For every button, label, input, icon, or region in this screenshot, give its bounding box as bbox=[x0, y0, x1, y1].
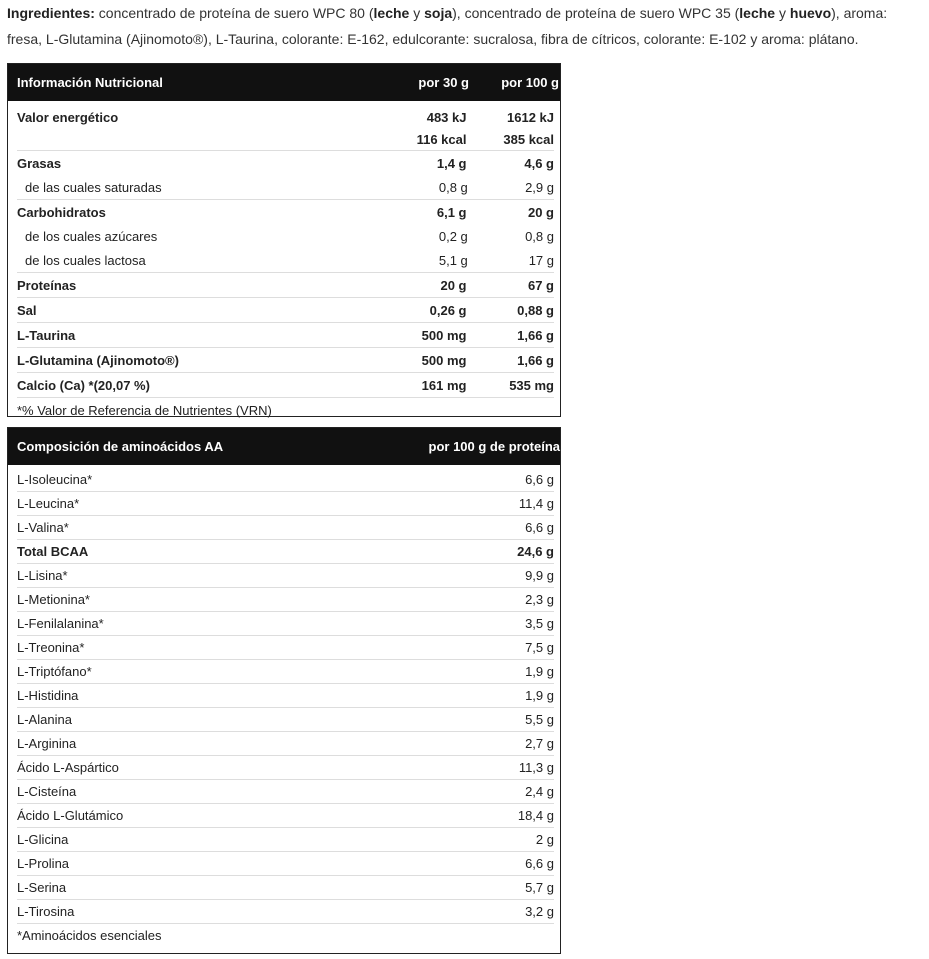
amino-acid-value: 6,6 g bbox=[525, 472, 554, 487]
nutrient-name: L-Glutamina (Ajinomoto®) bbox=[17, 352, 179, 368]
table-row bbox=[17, 106, 554, 128]
value-per-100g: 385 kcal bbox=[503, 131, 554, 147]
amino-acid-name: L-Arginina bbox=[17, 736, 77, 751]
table-row bbox=[17, 323, 554, 348]
nutrient-name: Sal bbox=[17, 302, 37, 318]
value-per-30g: 1,4 g bbox=[436, 155, 467, 171]
ingredients-text: ), aroma: fresa, L-Glutamina (Ajinomoto®), L-Taurina, colorante: E-162, edulcorante: sucralosa, fibra de cítricos, colorante: E-102 y aroma: plátano. bbox=[7, 5, 888, 47]
table-row bbox=[17, 804, 554, 828]
amino-acid-name: L-Glicina bbox=[17, 832, 69, 847]
amino-acid-value: 2 g bbox=[535, 832, 554, 847]
nutrient-name: Carbohidratos bbox=[17, 204, 106, 220]
amino-acid-value: 7,5 g bbox=[525, 640, 554, 655]
table-row bbox=[17, 468, 554, 492]
value-per-100g: 0,88 g bbox=[517, 302, 554, 318]
allergen-egg: huevo bbox=[789, 5, 832, 21]
table-row bbox=[17, 732, 554, 756]
allergen-soy: soja bbox=[424, 5, 453, 21]
table-row bbox=[17, 636, 554, 660]
table-row bbox=[17, 273, 554, 298]
amino-table-header bbox=[8, 428, 560, 465]
nutrition-table bbox=[7, 63, 561, 417]
table-row bbox=[17, 298, 554, 323]
value-per-100g: 4,6 g bbox=[524, 155, 554, 171]
amino-acid-value: 6,6 g bbox=[525, 520, 554, 535]
value-per-30g: 6,1 g bbox=[436, 204, 467, 220]
amino-acid-name: L-Treonina* bbox=[17, 640, 85, 655]
value-per-30g: 500 mg bbox=[421, 352, 467, 368]
amino-acid-name: L-Histidina bbox=[17, 688, 79, 703]
amino-acid-name: L-Lisina* bbox=[17, 568, 68, 583]
table-row bbox=[17, 756, 554, 780]
table-row bbox=[17, 175, 554, 200]
allergen-milk: leche bbox=[739, 5, 776, 21]
amino-acid-value: 18,4 g bbox=[517, 808, 554, 823]
table-row bbox=[17, 612, 554, 636]
amino-acid-value: 3,5 g bbox=[525, 616, 554, 631]
nutrition-footnote: *% Valor de Referencia de Nutrientes (VRN) bbox=[17, 403, 272, 418]
table-row bbox=[17, 224, 554, 248]
header-per-100g-protein: por 100 g de proteína bbox=[428, 439, 560, 454]
table-row bbox=[17, 588, 554, 612]
allergen-milk: leche bbox=[373, 5, 410, 21]
amino-acid-name: L-Cisteína bbox=[17, 784, 77, 799]
table-row bbox=[17, 516, 554, 540]
amino-acid-name: L-Serina bbox=[17, 880, 67, 895]
amino-acid-value: 3,2 g bbox=[525, 904, 554, 919]
ingredients-label: Ingredientes: bbox=[7, 5, 95, 21]
amino-acid-value: 2,4 g bbox=[525, 784, 554, 799]
amino-acid-value: 2,3 g bbox=[525, 592, 554, 607]
amino-acid-name: L-Alanina bbox=[17, 712, 72, 727]
value-per-30g: 0,2 g bbox=[438, 228, 468, 244]
value-per-100g: 0,8 g bbox=[525, 228, 554, 244]
amino-acid-value: 5,7 g bbox=[525, 880, 554, 895]
amino-acid-value: 2,7 g bbox=[525, 736, 554, 751]
ingredients-text: y bbox=[409, 5, 425, 21]
amino-acid-value: 11,3 g bbox=[518, 760, 554, 775]
table-row bbox=[17, 200, 554, 224]
ingredients-text: concentrado de proteína de suero WPC 80 ( bbox=[94, 5, 374, 21]
table-row bbox=[17, 708, 554, 732]
value-per-30g: 116 kcal bbox=[416, 131, 467, 147]
amino-acid-name: Ácido L-Glutámico bbox=[17, 808, 124, 823]
value-per-100g: 20 g bbox=[527, 204, 554, 220]
table-row bbox=[17, 852, 554, 876]
ingredients-text: y bbox=[775, 5, 790, 21]
amino-acid-name: L-Valina* bbox=[17, 520, 69, 535]
value-per-30g: 0,26 g bbox=[429, 302, 467, 318]
header-name: Composición de aminoácidos AA bbox=[17, 439, 224, 454]
table-row bbox=[17, 151, 554, 175]
amino-acid-value: 5,5 g bbox=[525, 712, 554, 727]
table-row bbox=[17, 540, 554, 564]
nutrient-name: de las cuales saturadas bbox=[25, 179, 162, 195]
ingredients-paragraph bbox=[7, 0, 922, 52]
amino-acid-name: L-Isoleucina* bbox=[17, 472, 93, 487]
nutrition-table-header bbox=[8, 64, 560, 101]
nutrient-name: Proteínas bbox=[17, 277, 77, 293]
nutrient-name: L-Taurina bbox=[17, 327, 76, 343]
nutrient-name: de los cuales lactosa bbox=[25, 252, 146, 268]
amino-acid-name: L-Leucina* bbox=[17, 496, 80, 511]
value-per-30g: 5,1 g bbox=[438, 252, 468, 268]
value-per-100g: 2,9 g bbox=[525, 179, 554, 195]
amino-footnote: *Aminoácidos esenciales bbox=[17, 928, 162, 943]
value-per-100g: 1,66 g bbox=[517, 327, 554, 343]
amino-acid-name: L-Prolina bbox=[17, 856, 70, 871]
table-row bbox=[17, 128, 554, 151]
amino-acid-value: 11,4 g bbox=[518, 496, 554, 511]
table-row bbox=[17, 828, 554, 852]
header-per-30g: por 30 g bbox=[418, 75, 469, 90]
header-name: Información Nutricional bbox=[17, 75, 163, 90]
amino-acid-value: 6,6 g bbox=[525, 856, 554, 871]
amino-table-body bbox=[8, 465, 560, 949]
value-per-100g: 1,66 g bbox=[517, 352, 554, 368]
value-per-30g: 500 mg bbox=[421, 327, 467, 343]
nutrient-name: Calcio (Ca) *(20,07 %) bbox=[17, 377, 150, 393]
value-per-100g: 1612 kJ bbox=[507, 109, 554, 125]
table-row bbox=[17, 492, 554, 516]
value-per-100g: 67 g bbox=[527, 277, 554, 293]
table-row bbox=[17, 373, 554, 398]
amino-acid-table bbox=[7, 427, 561, 954]
ingredients-text: ), concentrado de proteína de suero WPC 35 ( bbox=[452, 5, 740, 21]
header-per-100g: por 100 g bbox=[501, 75, 559, 90]
value-per-100g: 17 g bbox=[528, 252, 554, 268]
table-row bbox=[17, 876, 554, 900]
value-per-30g: 0,8 g bbox=[438, 179, 468, 195]
table-row bbox=[17, 564, 554, 588]
amino-acid-value: 1,9 g bbox=[525, 688, 554, 703]
table-row bbox=[17, 780, 554, 804]
nutrient-name: de los cuales azúcares bbox=[25, 228, 158, 244]
amino-acid-name: L-Metionina* bbox=[17, 592, 90, 607]
table-row bbox=[17, 660, 554, 684]
value-per-30g: 20 g bbox=[440, 277, 467, 293]
value-per-30g: 161 mg bbox=[421, 377, 467, 393]
value-per-30g: 483 kJ bbox=[426, 109, 467, 125]
table-row bbox=[17, 248, 554, 273]
amino-acid-name: Ácido L-Aspártico bbox=[17, 760, 119, 775]
amino-acid-name: Total BCAA bbox=[17, 544, 89, 559]
table-row bbox=[17, 684, 554, 708]
amino-acid-value: 24,6 g bbox=[517, 544, 554, 559]
table-row bbox=[17, 348, 554, 373]
table-row bbox=[17, 900, 554, 924]
value-per-100g: 535 mg bbox=[509, 377, 554, 393]
amino-acid-name: L-Fenilalanina* bbox=[17, 616, 104, 631]
amino-acid-value: 1,9 g bbox=[525, 664, 554, 679]
amino-acid-name: L-Triptófano* bbox=[17, 664, 92, 679]
nutrient-name: Grasas bbox=[17, 155, 62, 171]
amino-acid-value: 9,9 g bbox=[525, 568, 554, 583]
amino-acid-name: L-Tirosina bbox=[17, 904, 75, 919]
nutrient-name: Valor energético bbox=[17, 109, 119, 125]
